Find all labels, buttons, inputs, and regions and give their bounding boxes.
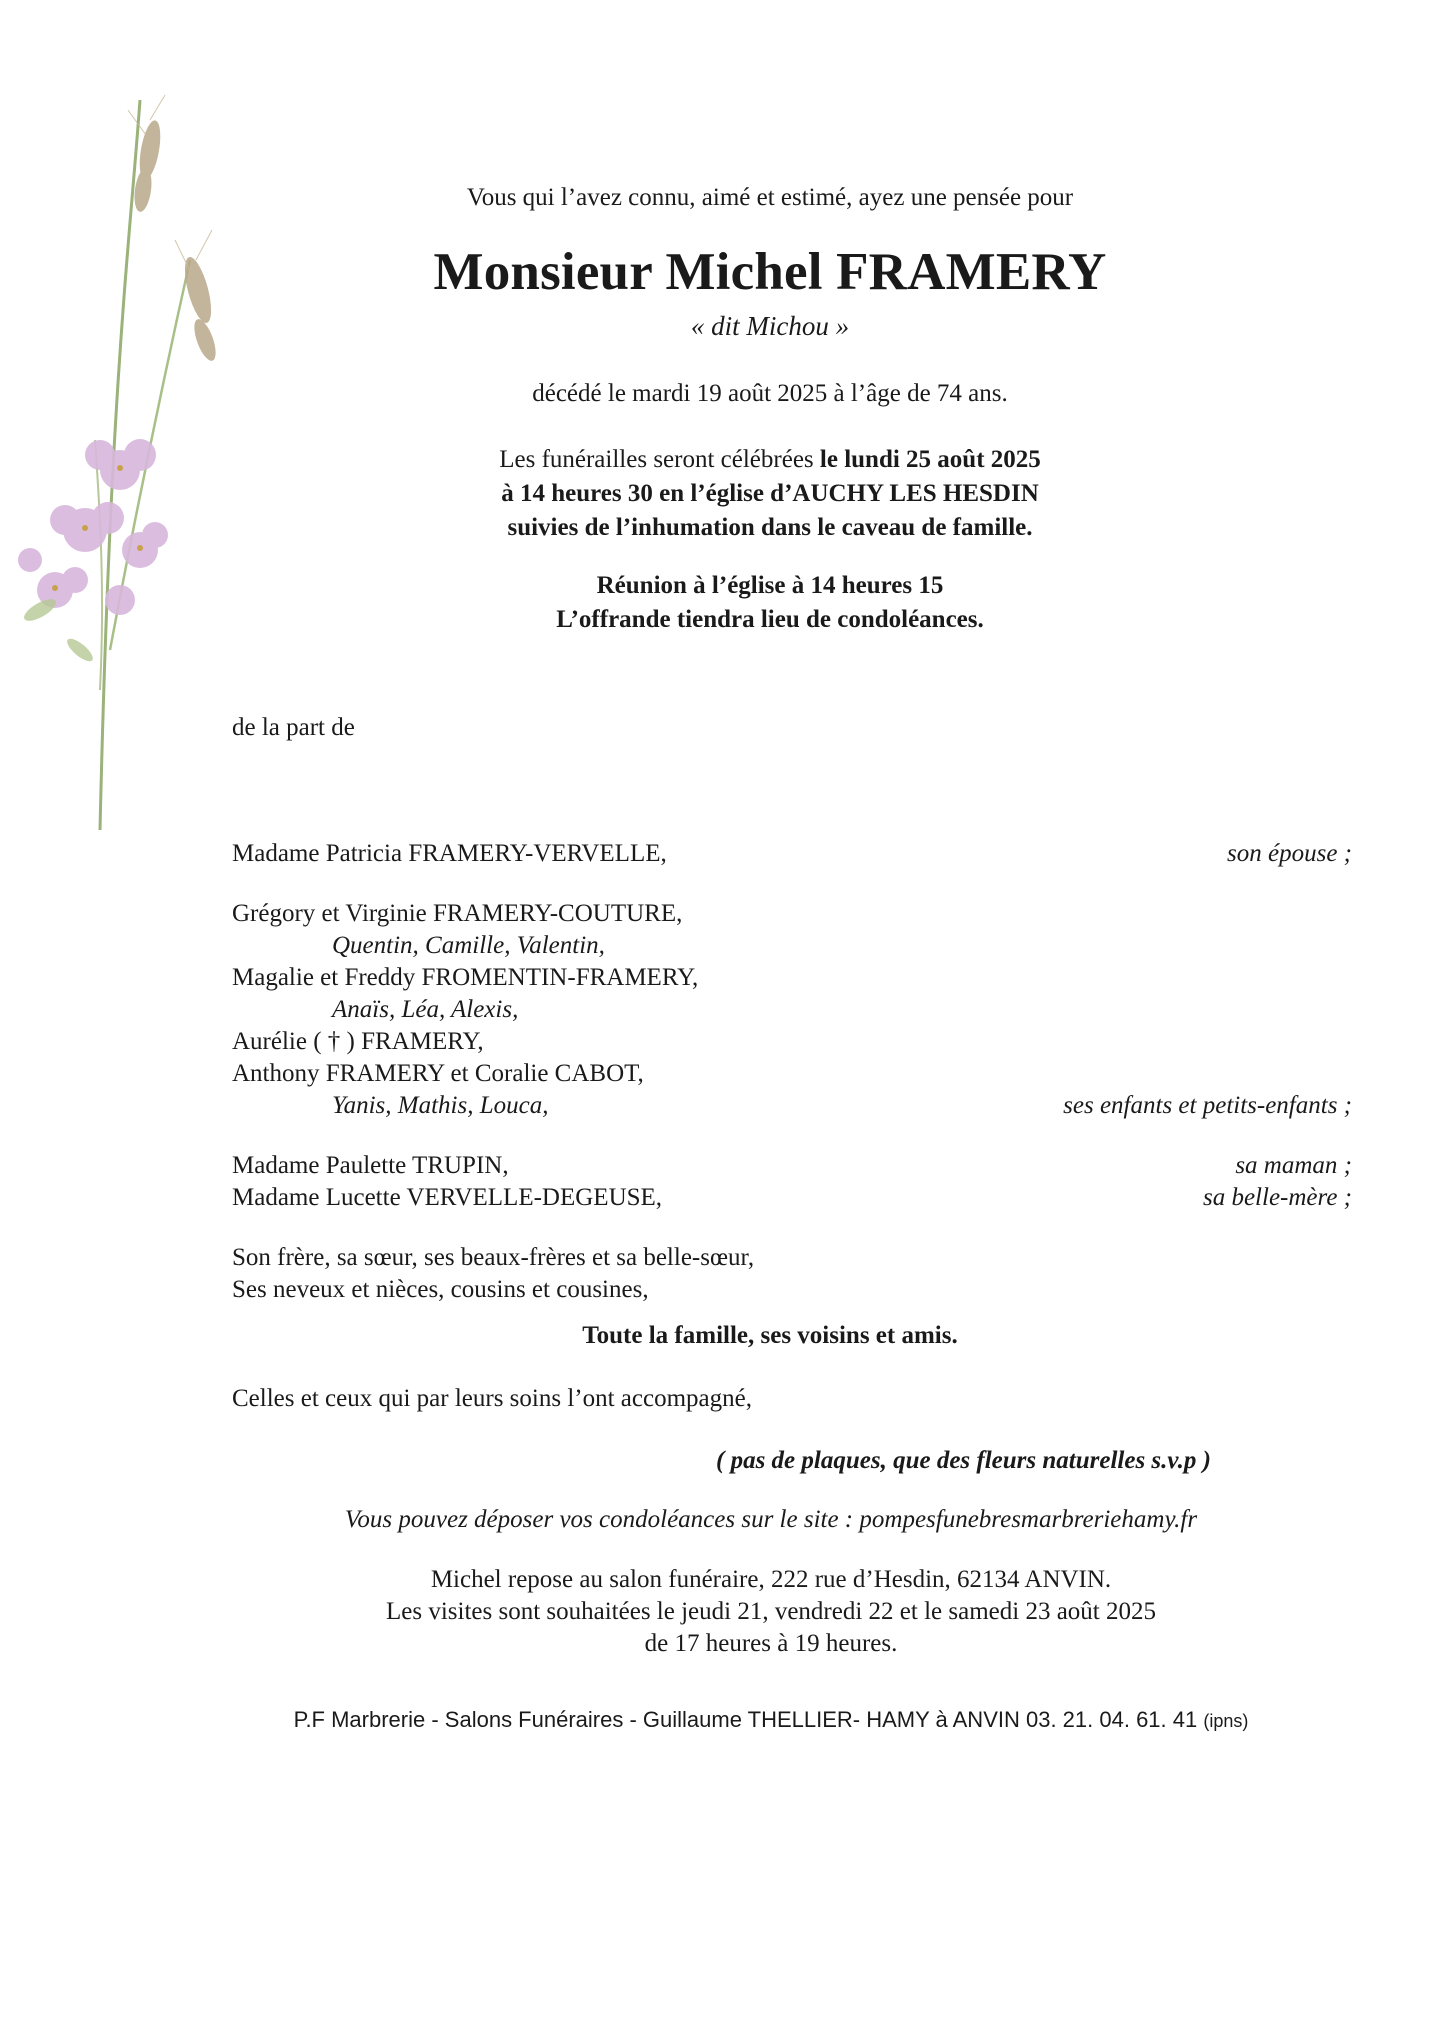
flower-illustration [0,90,230,830]
spouse-name: Madame Patricia FRAMERY-VERVELLE, [232,840,667,867]
all-family-text: Toute la famille, ses voisins et amis. [582,1322,958,1349]
grandchildren-names: Quentin, Camille, Valentin, [332,932,605,959]
grandchildren-names: Anaïs, Léa, Alexis, [332,996,519,1023]
repose-line2: Les visites sont souhaitées le jeudi 21, vendredi 22 et le samedi 23 août 2025 [386,1598,1156,1625]
children-role: ses enfants et petits-enfants ; [1063,1092,1352,1119]
death-notice: décédé le mardi 19 août 2025 à l’âge de 74 ans. [532,380,1008,407]
mother-role: sa maman ; [1235,1152,1352,1179]
repose-details [232,1564,1310,1660]
child-name: Grégory et Virginie FRAMERY-COUTURE, [232,900,683,927]
from-label: de la part de [232,714,355,741]
condolences-note: Vous pouvez déposer vos condoléances sur le site : pompesfunebresmarbreriehamy.fr [344,1506,1198,1533]
mother-in-law-role: sa belle-mère ; [1202,1184,1352,1211]
grandchildren-names: Yanis, Mathis, Louca, [332,1092,549,1119]
siblings-text: Son frère, sa sœur, ses beaux-frères et sa belle-sœur, [232,1244,755,1271]
repose-line3: de 17 heures à 19 heures. [644,1630,898,1657]
nickname: « dit Michou » [690,311,850,341]
child-name: Anthony FRAMERY et Coralie CABOT, [232,1060,644,1087]
caregivers-text: Celles et ceux qui par leurs soins l’ont accompagné, [232,1385,752,1412]
meeting-details [380,569,1160,637]
funeral-details [380,443,1160,545]
nephews-text: Ses neveux et nièces, cousins et cousines, [232,1276,649,1303]
funeral-line2: à 14 heures 30 en l’église d’AUCHY LES HESDIN [501,480,1039,507]
intro-text: Vous qui l’avez connu, aimé et estimé, ayez une pensée pour [466,184,1074,211]
spouse-role: son épouse ; [1227,840,1352,867]
mother-name: Madame Paulette TRUPIN, [232,1152,509,1179]
meeting-line1: Réunion à l’église à 14 heures 15 [596,572,944,599]
child-name: Aurélie ( † ) FRAMERY, [232,1028,484,1055]
funeral-line1-prefix: Les funérailles seront célébrées [499,446,820,473]
funeral-date: le lundi 25 août 2025 [819,446,1041,473]
child-name: Magalie et Freddy FROMENTIN-FRAMERY, [232,964,699,991]
funeral-line3: suivies de l’inhumation dans le caveau de famille. [507,514,1033,541]
meeting-line2: L’offrande tiendra lieu de condoléances. [556,606,984,633]
deceased-name: Monsieur Michel FRAMERY [433,243,1107,301]
funeral-home-company: P.F Marbrerie - Salons Funéraires - Guillaume THELLIER- HAMY à ANVIN 03. 21. 04. 61. 41 [293,1707,1198,1732]
funeral-home-footer [232,1707,1310,1733]
footer-tag: (ipns) [1203,1711,1249,1731]
mother-in-law-name: Madame Lucette VERVELLE-DEGEUSE, [232,1184,663,1211]
repose-line1: Michel repose au salon funéraire, 222 rue d’Hesdin, 62134 ANVIN. [430,1566,1112,1593]
flowers-note: ( pas de plaques, que des fleurs naturelles s.v.p ) [716,1447,1211,1474]
